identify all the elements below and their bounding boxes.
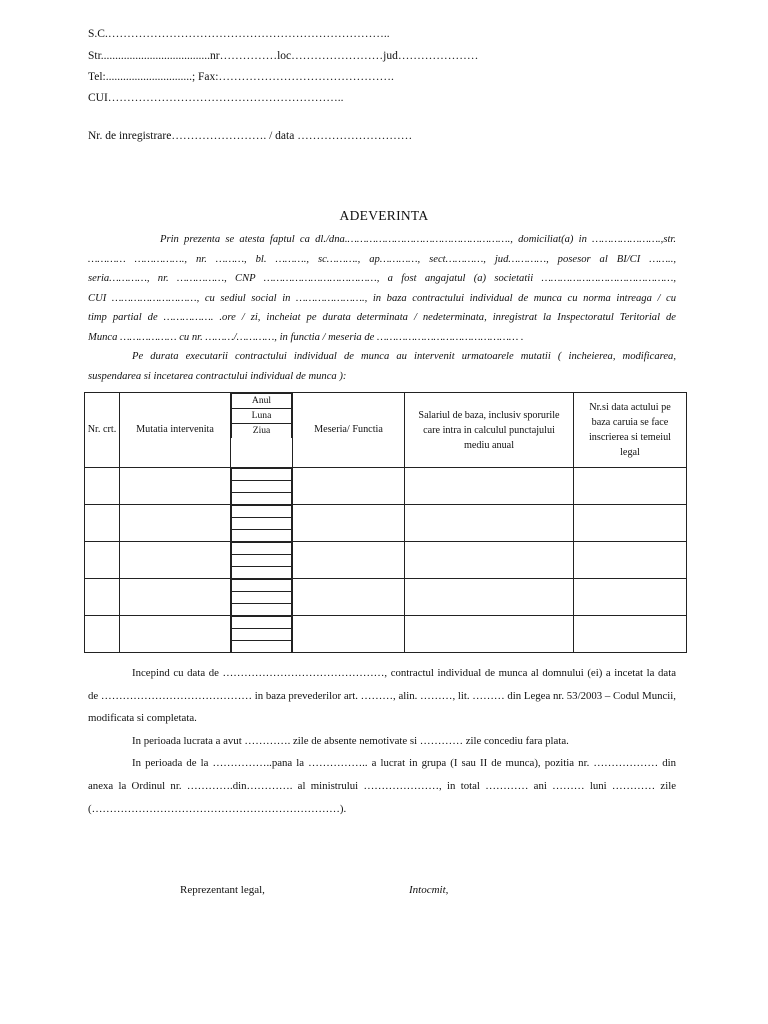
signature-prepared-by: Intocmit, — [409, 884, 449, 896]
table-row — [85, 468, 687, 505]
table-cell — [85, 468, 120, 505]
closing-line: modificata si completata. — [88, 712, 197, 725]
closing-paragraph — [88, 662, 676, 820]
table-header-row — [85, 393, 687, 468]
date-subcell — [232, 629, 292, 641]
header-anul: Anul — [232, 394, 292, 409]
table-cell — [85, 542, 120, 579]
contact-line: Tel:..............................; Fax:………………………………………. — [88, 71, 394, 83]
table-cell — [85, 579, 120, 616]
closing-line: (……………………………………………………………). — [88, 802, 347, 815]
closing-line: In perioada lucrata a avut …………. zile de absente nemotivate si ………… zile concediu fara plata. — [132, 734, 569, 747]
closing-line: anexa la Ordinul nr. ………….din…………. al ministrului …………………, in total ………… ani ……… luni ………… zile — [88, 779, 676, 792]
signature-legal-rep: Reprezentant legal, — [180, 884, 265, 896]
table-cell — [574, 542, 687, 579]
date-subcell — [232, 592, 292, 604]
table-cell — [574, 468, 687, 505]
date-subcell — [232, 604, 292, 616]
table-cell — [85, 616, 120, 653]
table-cell — [120, 542, 231, 579]
table-cell — [574, 505, 687, 542]
table-cell — [293, 579, 405, 616]
date-subcell — [232, 617, 292, 629]
date-subcell — [232, 580, 292, 592]
date-subcell — [232, 518, 292, 530]
date-subcell — [232, 543, 292, 555]
intro-paragraph — [88, 230, 676, 386]
table-cell — [120, 505, 231, 542]
date-subcell — [232, 506, 292, 518]
table-row — [85, 542, 687, 579]
table-cell — [293, 505, 405, 542]
cui-line: CUI…………………………………………………….. — [88, 92, 344, 104]
closing-line: de …………………………………… in baza prevederilor art. ………, alin. ………, lit. ……… din Legea nr. 53/2003 – Codul Muncii, — [88, 689, 676, 702]
header-meseria: Meseria/ Functia — [293, 393, 405, 468]
date-subcell — [232, 555, 292, 567]
header-nr-crt: Nr. crt. — [85, 393, 120, 468]
date-subcell — [232, 567, 292, 579]
mutations-line: Pe durata executarii contractului individual de munca au intervenit urmatoarele mutatii ( incheierea, modificarea, — [132, 351, 676, 362]
closing-line: Incepind cu data de ………………………………………, contractul individual de munca al domnului (ei) a incetat la data — [132, 667, 676, 679]
mutations-table — [84, 392, 687, 653]
header-mutatia: Mutatia intervenita — [120, 393, 231, 468]
intro-line: Munca ……………… cu nr. ………/…………, in functia / meseria de ……………………………………… . — [88, 331, 524, 343]
table-cell — [231, 579, 293, 616]
table-row — [85, 616, 687, 653]
header-act: Nr.si data actului pe baza caruia se face inscrierea si temeiul legal — [574, 393, 687, 468]
table-cell — [293, 468, 405, 505]
header-luna: Luna — [232, 409, 292, 424]
table-cell — [405, 542, 574, 579]
intro-line: CUI ………………………, cu sediul social in …………………., in baza contractului individual de munca cu norma intreaga / cu — [88, 292, 676, 304]
table-cell — [405, 505, 574, 542]
date-subcell — [232, 481, 292, 493]
table-cell — [120, 616, 231, 653]
company-line: S.C.……………………………………………………………….. — [88, 28, 390, 40]
date-subcell — [232, 641, 292, 653]
table-cell — [405, 616, 574, 653]
registration-line: Nr. de inregistrare……………………. / data ………………………… — [88, 130, 413, 142]
date-subcell — [232, 469, 292, 481]
intro-line: Prin prezenta se atesta faptul ca dl./dna.……………………………………………., domiciliat(a) in ………………….,str. — [160, 234, 676, 245]
table-cell — [293, 616, 405, 653]
table-cell — [85, 505, 120, 542]
header-salariu: Salariul de baza, inclusiv sporurile care intra in calculul punctajului mediu anual — [405, 393, 574, 468]
address-line: Str......................................nr……………loc……………………jud………………… — [88, 50, 479, 62]
header-ziua: Ziua — [232, 424, 292, 439]
intro-line: seria…………, nr. ……………, CNP ………………………………, a fost angajatul (a) societatii ……………………………………, — [88, 273, 676, 284]
table-row — [85, 505, 687, 542]
closing-line: In perioada de la ……………..pana la …………….. a lucrat in grupa (I sau II de munca), pozitia nr. ……………… din — [132, 757, 676, 770]
table-cell — [574, 616, 687, 653]
table-cell — [405, 468, 574, 505]
table-cell — [293, 542, 405, 579]
table-cell — [231, 616, 293, 653]
table-cell — [231, 505, 293, 542]
header-date — [231, 393, 293, 468]
mutations-line: suspendarea si incetarea contractului individual de munca ): — [88, 370, 347, 382]
intro-line: timp partial de ……………. .ore / zi, incheiat pe durata determinata / nedeterminata, inregistrat la Inspectoratul Teritorial de — [88, 312, 676, 323]
table-cell — [231, 542, 293, 579]
document-title: ADEVERINTA — [339, 208, 429, 223]
intro-line: ………… ……………., nr. ………, bl. ………., sc………., ap…………, sect…………, jud…………, posesor al BI/CI …….., — [88, 253, 676, 265]
table-cell — [120, 468, 231, 505]
table-cell — [120, 579, 231, 616]
table-cell — [231, 468, 293, 505]
table-cell — [405, 579, 574, 616]
table-cell — [574, 579, 687, 616]
table-row — [85, 579, 687, 616]
date-subcell — [232, 530, 292, 542]
date-subcell — [232, 493, 292, 505]
